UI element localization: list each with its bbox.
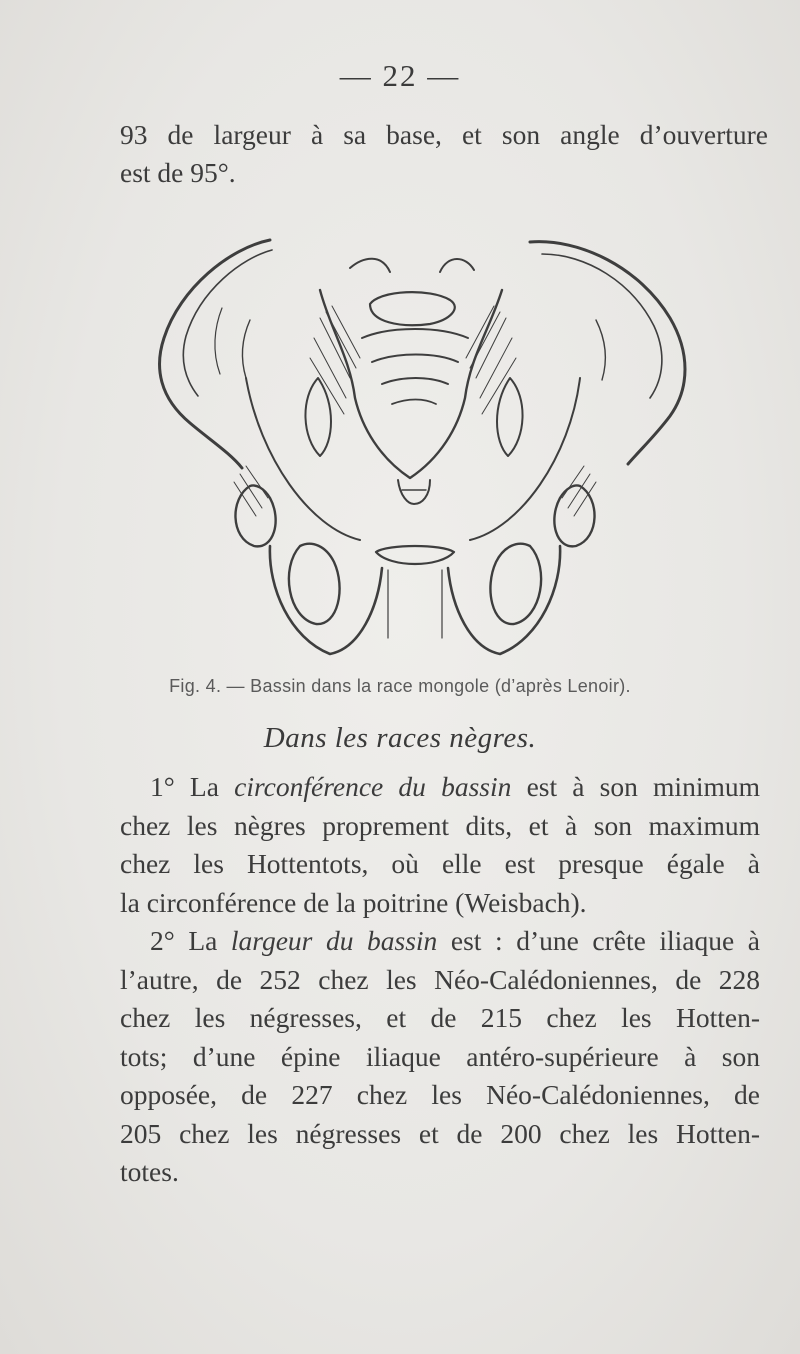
para2-line-4: tots; d’une épine iliaque antéro-supérieure à son <box>120 1040 760 1072</box>
para1-line1-rest: est à son minimum <box>511 771 760 802</box>
right-iliac-crest-inner <box>542 254 662 398</box>
body-text <box>120 768 760 1192</box>
figure-caption: Fig. 4. — Bassin dans la race mongole (d’après Lenoir). <box>169 676 631 696</box>
left-iliac-wing <box>160 240 270 468</box>
para2-line-3: chez les négresses, et de 215 chez les Hotten- <box>120 1002 760 1033</box>
left-iliac-crest-inner <box>183 250 272 396</box>
para2-line1-rest: est : d’une crête iliaque à <box>437 925 760 956</box>
sacral-promontory <box>370 292 455 325</box>
para2-line-7: totes. <box>120 1156 179 1187</box>
para2-line-6: 205 chez les négresses et de 200 chez les Hotten- <box>120 1117 760 1149</box>
intro-paragraph <box>120 116 768 192</box>
para1-line-1 <box>120 768 760 807</box>
para1-line-3: chez les Hottentots, où elle est presque égale à <box>120 848 760 879</box>
right-obturator-foramen <box>490 544 541 624</box>
intro-line-1: 93 de largeur à sa base, et son angle d’ouverture <box>120 119 768 150</box>
coccyx <box>398 480 430 504</box>
para2-term: largeur du bassin <box>230 925 438 956</box>
section-heading: Dans les races nègres. <box>263 722 537 754</box>
left-obturator-foramen <box>289 544 340 624</box>
left-iliac-fossa <box>243 320 250 378</box>
para2-line-5: opposée, de 227 chez les Néo-Calédoniennes, de <box>120 1079 760 1110</box>
page-number: — 22 — <box>339 58 461 93</box>
pubic-arch <box>376 546 454 564</box>
pelvic-brim <box>246 378 580 540</box>
para1-lead: 1° La <box>150 771 235 802</box>
left-sacroiliac-joint <box>305 378 331 456</box>
sacrum <box>320 290 502 478</box>
para2-line-2: l’autre, de 252 chez les Néo-Calédoniennes, de 228 <box>120 963 760 995</box>
para2-lead: 2° La <box>150 925 231 956</box>
para1-line-4: la circonférence de la poitrine (Weisbach). <box>120 886 587 918</box>
para1-term: circonférence du bassin <box>234 771 512 802</box>
pelvis-drawing <box>150 228 710 668</box>
intro-line-2: est de 95°. <box>120 157 236 188</box>
para1-line-2: chez les nègres proprement dits, et à son maximum <box>120 809 760 841</box>
para2-line-1 <box>120 922 760 961</box>
right-sacroiliac-joint <box>497 378 523 456</box>
pelvis-illustration <box>150 228 710 668</box>
